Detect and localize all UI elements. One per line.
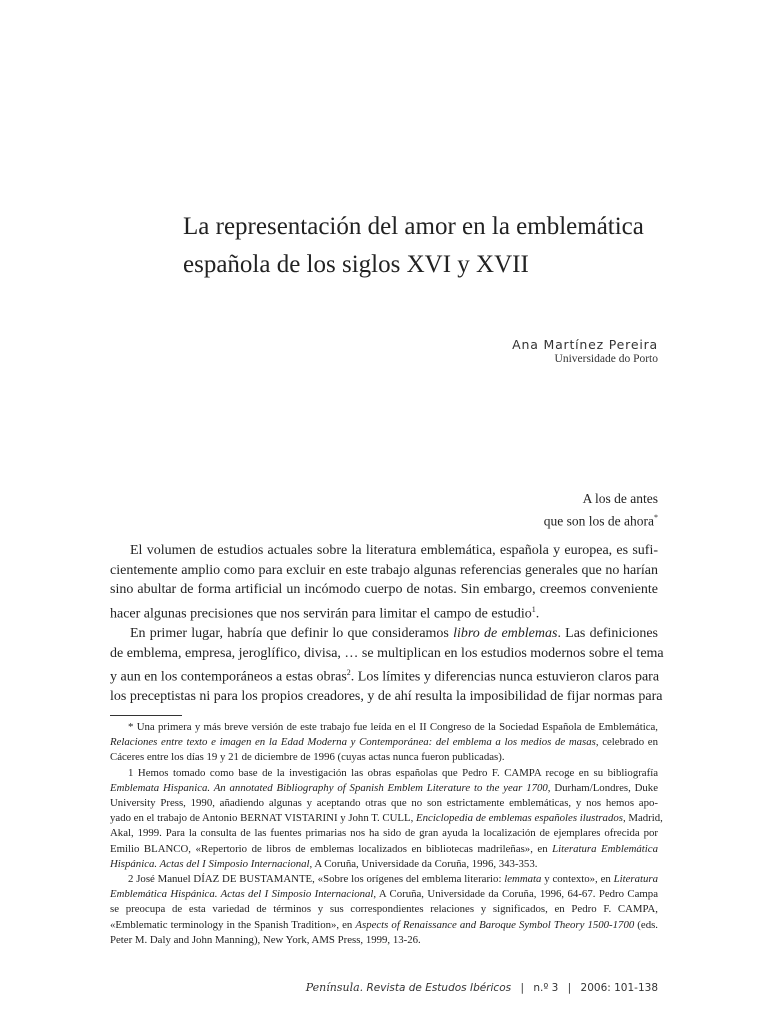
footnote-segment: y contexto», en	[541, 873, 614, 886]
footnote-line	[110, 918, 658, 933]
footnote-segment: (eds.	[634, 918, 658, 931]
body-line: de emblema, empresa, jeroglífico, divisa, … se multiplican en los estudios modernos sobre el tema	[110, 645, 664, 661]
footnote-italic: Literatura	[613, 873, 658, 886]
page-footer	[306, 981, 658, 994]
body-text-segment: . Las definiciones	[557, 626, 658, 642]
body-line: El volumen de estudios actuales sobre la literatura emblemática, española y europea, es sufi-	[130, 543, 658, 558]
footnote-italic: Emblemata Hispanica. An annotated Bibliography of Spanish Emblem Literature to the year 1700	[110, 781, 548, 794]
year-pages: 2006: 101-138	[580, 982, 658, 994]
body-text-segment: y aun en los contemporáneos a estas obras	[110, 669, 347, 685]
footnote-segment: , A Coruña, Universidade da Coruña, 1996, 64-67. Pedro Campa	[373, 888, 658, 901]
footnote-segment: , Durham/Londres, Duke	[547, 781, 658, 794]
body-text-segment: . Los límites y diferencias nunca estuvieron claros para	[350, 669, 660, 685]
title-line-1: La representación del amor en la emblemática	[183, 213, 644, 240]
body-line	[110, 600, 658, 624]
epigraph-footnote-mark[interactable]: *	[654, 513, 658, 522]
epigraph-line-2-text: que son los de ahora	[543, 513, 654, 529]
footnote-italic: lemmata	[504, 873, 542, 886]
footnote-segment: , A Coruña, Universidade da Coruña, 1996, 343-353.	[309, 857, 538, 870]
epigraph-line-2	[544, 508, 658, 531]
footer-separator: |	[567, 982, 572, 994]
footnote-separator	[110, 715, 182, 716]
body-line-text: hacer algunas precisiones que nos servirán para limitar el campo de estudio	[110, 606, 532, 622]
footnote-segment: Emilio BLANCO, «Repertorio de libros de emblemas localizados en bibliotecas madrileñas», en	[110, 842, 553, 855]
journal-name: Península.	[305, 981, 364, 994]
body-line: cientemente amplio como para excluir en este trabajo algunas referencias generales que no harían	[110, 562, 658, 578]
footnote-italic: Aspects of Renaissance and Baroque Symbol Theory 1500-1700	[355, 918, 635, 931]
footnote-line: University Press, 1990, añadiendo algunas y aceptando otras que no son estrictamente emblemáticas, y nos hemos apo-	[110, 797, 658, 810]
footnote-segment: , celebrado en	[595, 736, 659, 749]
footnotes	[110, 720, 663, 948]
footnote-italic: Relaciones entre texto e imagen en la Edad Moderna y Contemporánea: del emblema a los medios de masas	[110, 736, 596, 749]
body-line	[110, 663, 658, 687]
footnote-line	[110, 872, 658, 887]
body-line	[110, 624, 658, 644]
title-line-2: española de los siglos XVI y XVII	[183, 251, 529, 278]
footnote-ref-2[interactable]: 2	[346, 668, 351, 678]
author-block	[512, 337, 658, 365]
footnote-line	[110, 781, 658, 796]
footnote-italic: Enciclopedia de emblemas españoles ilustrados	[416, 812, 623, 825]
footnote-italic: Literatura Emblemática	[552, 842, 658, 855]
epigraph	[544, 489, 658, 531]
footnote-line: Akal, 1999. Para la consulta de las fuentes primarias nos ha sido de gran ayuda la localización de ejemplares ofrecida por	[110, 827, 658, 840]
body-text	[110, 541, 664, 707]
footnote-segment: yado en el trabajo de Antonio BERNAT VISTARINI y John T. CULL,	[110, 812, 417, 825]
footnote-line: * Una primera y más breve versión de este trabajo fue leída en el II Congreso de la Sociedad Española de Emblemática,	[128, 721, 658, 733]
article-title	[183, 208, 683, 284]
footnote-line	[110, 842, 658, 857]
footnote-line: Cáceres entre los días 19 y 21 de diciembre de 1996 (cuyas actas nunca fueron publicadas).	[110, 751, 505, 764]
footnote-line: Peter M. Daly and John Manning), New York, AMS Press, 1999, 13-26.	[110, 933, 421, 946]
epigraph-line-1: A los de antes	[582, 491, 658, 506]
body-line: los preceptistas ni para los propios creadores, y de ahí resulta la imposibilidad de fijar normas para	[110, 689, 663, 705]
body-text-segment: En primer lugar, habría que definir lo que consideramos	[130, 626, 454, 642]
footnote-segment: , Madrid,	[622, 812, 663, 825]
author-name: Ana Martínez Pereira	[512, 337, 658, 352]
journal-subtitle: Revista de Estudos Ibéricos	[366, 982, 512, 994]
footnote-italic: Emblemática Hispánica. Actas del I Simposio Internacional	[110, 888, 374, 901]
body-line-end: .	[535, 606, 540, 622]
footnote-line	[110, 811, 663, 826]
footnote-line	[110, 735, 658, 750]
footnote-segment: «Emblematic terminology in the Spanish Tradition», en	[110, 918, 356, 931]
footnote-ref-1[interactable]: 1	[531, 604, 536, 614]
body-line: sino abultar de forma artificial un incómodo cuerpo de notas. Sin embargo, creemos conveniente	[110, 582, 658, 598]
footnote-segment: 2 José Manuel DÍAZ DE BUSTAMANTE, «Sobre los orígenes del emblema literario:	[128, 873, 505, 886]
footnote-line	[110, 887, 658, 902]
footnote-italic: Hispánica. Actas del I Simposio Internacional	[110, 857, 310, 870]
footer-separator: |	[520, 982, 524, 994]
footnote-line	[110, 857, 658, 872]
author-affiliation: Universidade do Porto	[554, 353, 658, 365]
issue-number: n.º 3	[533, 982, 559, 994]
body-italic-term: libro de emblemas	[453, 626, 558, 642]
footnote-line: se preocupa de esta variedad de términos y sus correspondientes relaciones y significados, en Pedro F. CAMPA,	[110, 903, 658, 916]
footnote-line: 1 Hemos tomado como base de la investigación las obras españolas que Pedro F. CAMPA recoge en su bibliografía	[128, 766, 658, 779]
